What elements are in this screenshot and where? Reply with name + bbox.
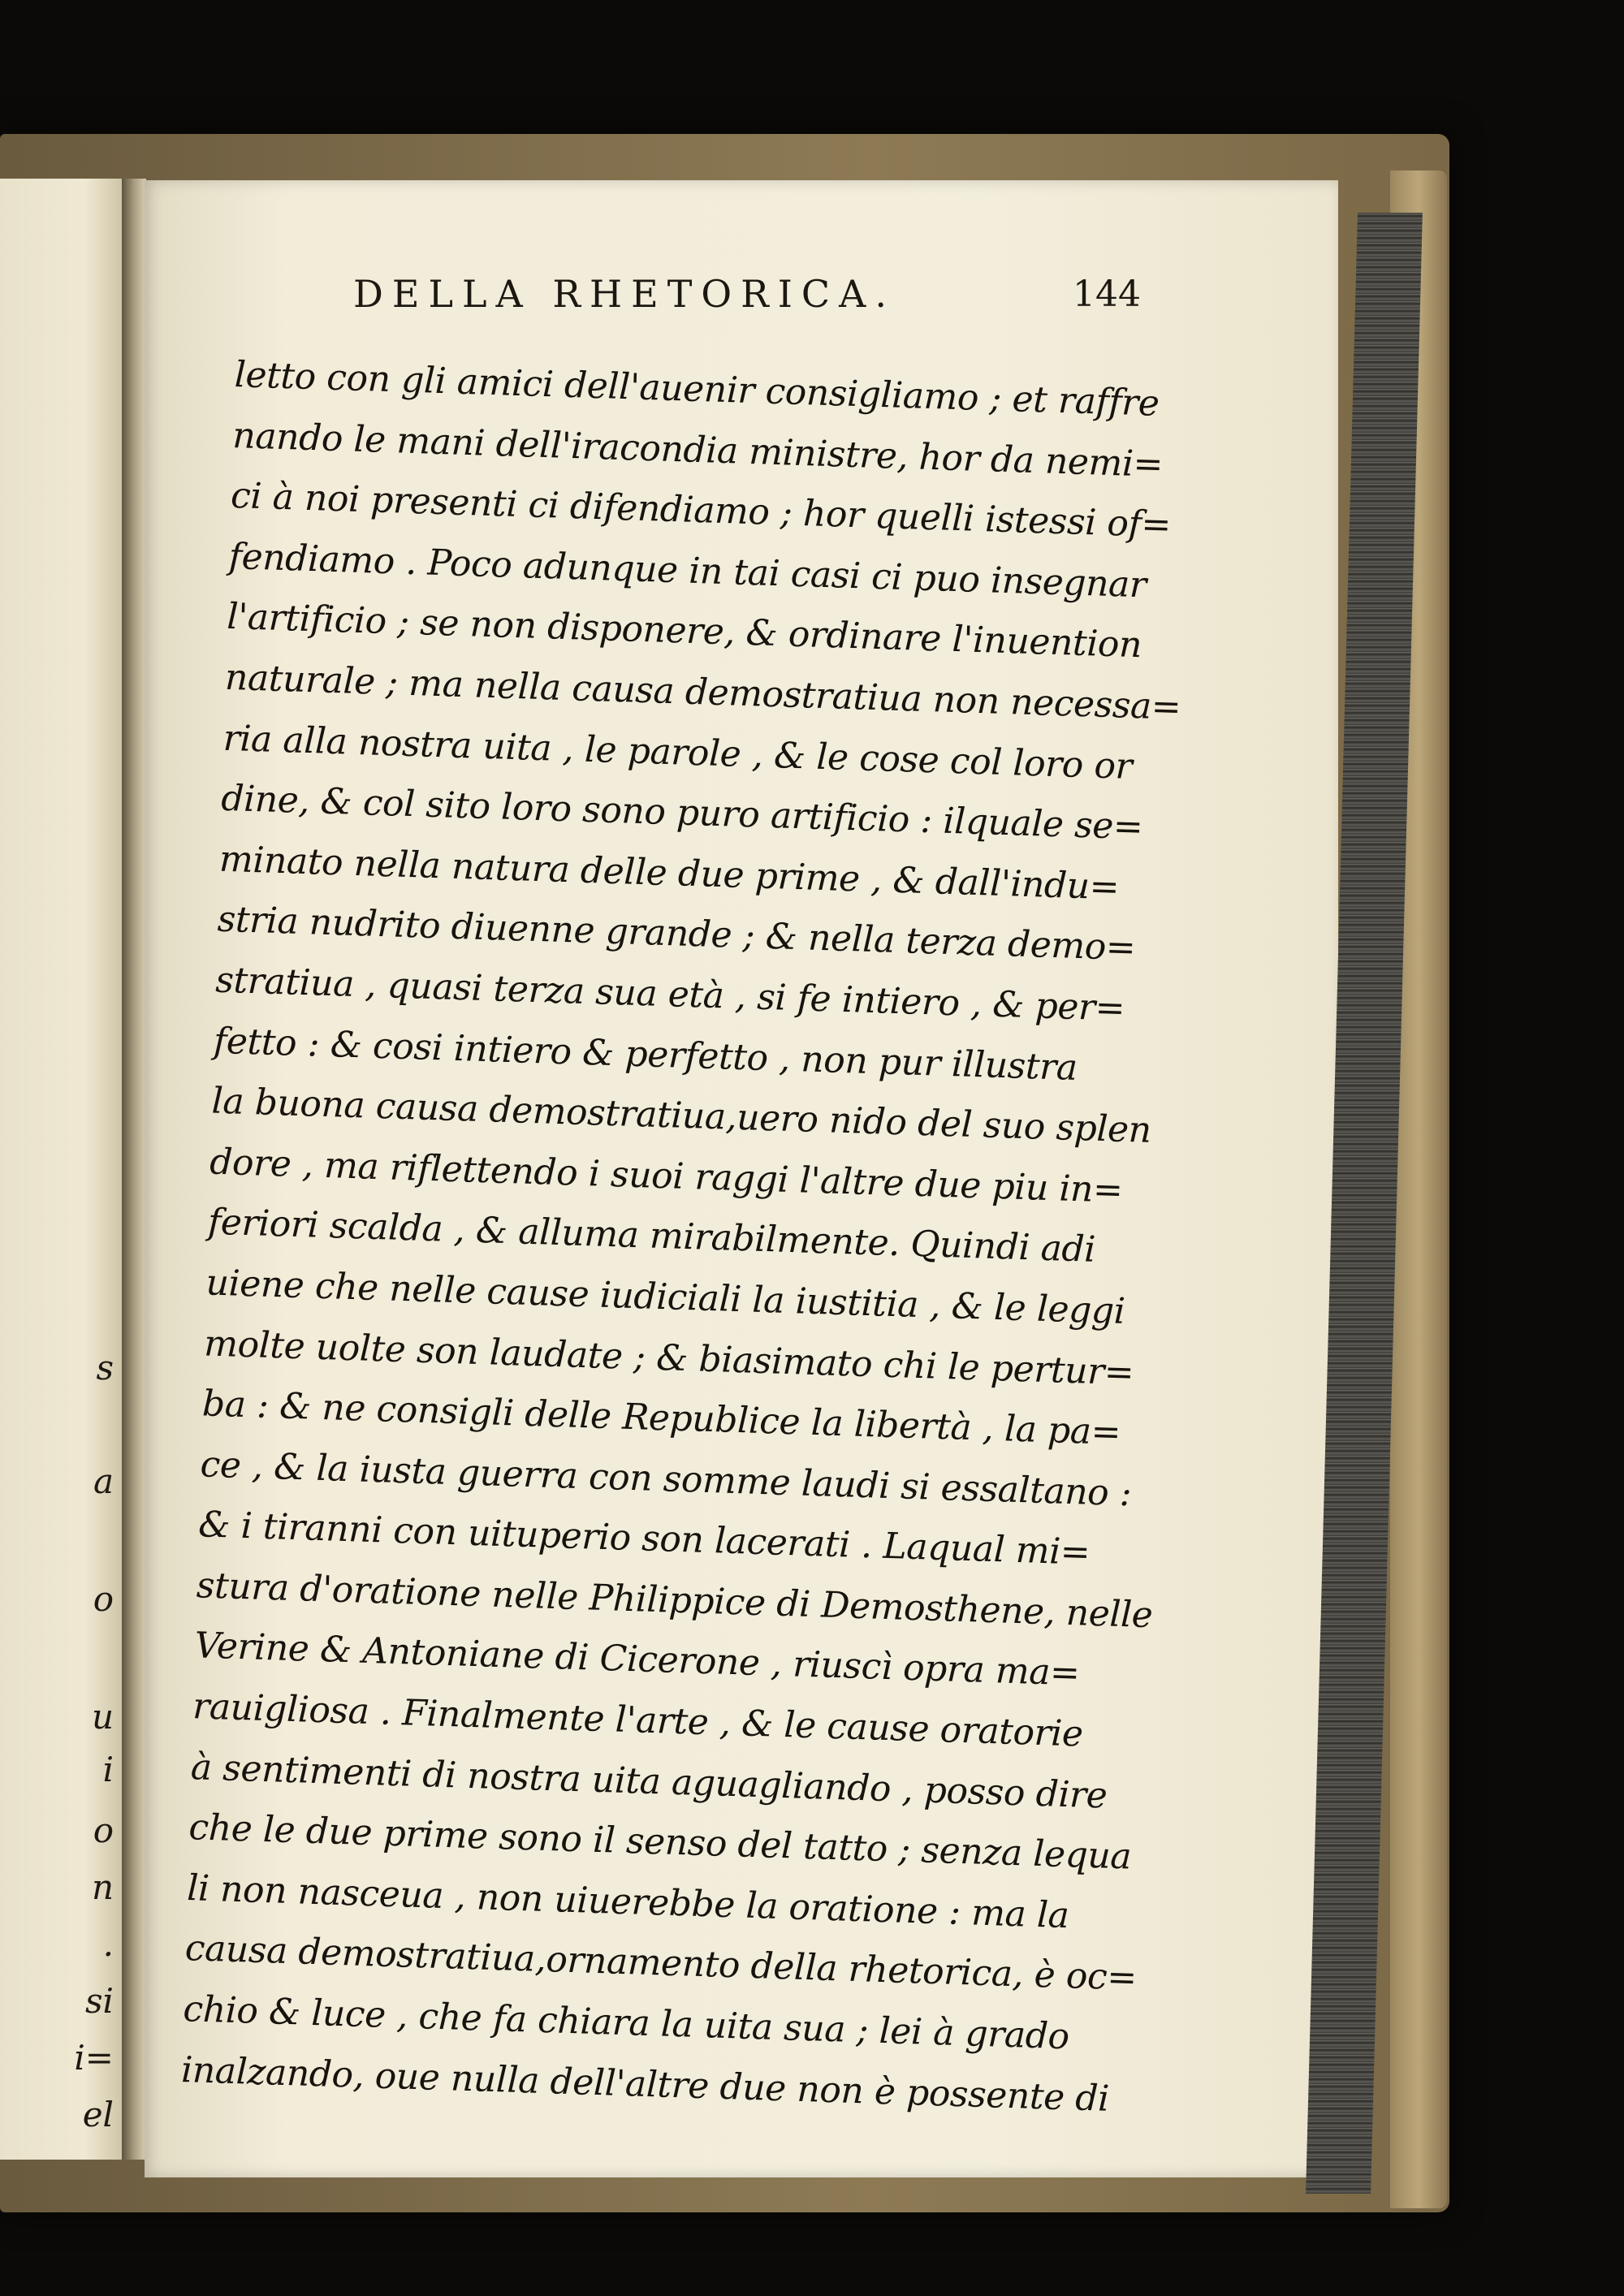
facing-page-fragment: s xyxy=(96,1348,114,1388)
text-line: à sentimenti di nostra uita aguagliando , posso dire xyxy=(190,1746,1108,1817)
body-text xyxy=(180,345,1182,2129)
text-line: l'artificio ; se non disponere, & ordinare l'inuention xyxy=(226,596,1142,667)
text-line: Verine & Antoniane di Cicerone , riuscì opra ma= xyxy=(193,1625,1081,1694)
facing-page-fragment: u xyxy=(91,1697,114,1737)
text-line: ci à noi presenti ci difendiamo ; hor quelli istessi of= xyxy=(230,475,1172,546)
text-line: fendiamo . Poco adunque in tai casi ci puo insegnar xyxy=(228,535,1147,606)
text-line: minato nella natura delle due prime , & dall'indu= xyxy=(218,838,1120,908)
book-gutter xyxy=(122,179,146,2160)
facing-page-fragment: i= xyxy=(74,2038,114,2078)
text-line: li non nasceua , non uiuerebbe la oratione : ma la xyxy=(186,1867,1070,1937)
text-line: feriori scalda , & alluma mirabilmente. Quindi adi xyxy=(207,1201,1096,1271)
facing-page-fragment: o xyxy=(93,1810,114,1850)
text-line: dore , ma riflettendo i suoi raggi l'altre due piu in= xyxy=(209,1141,1124,1211)
text-line: molte uolte son laudate ; & biasimato chi le pertur= xyxy=(203,1322,1135,1393)
text-line: naturale ; ma nella causa demostratiua non necessa= xyxy=(224,656,1182,728)
facing-page-fragment: . xyxy=(102,1924,114,1964)
text-line: letto con gli amici dell'auenir consigliamo ; et raffre xyxy=(234,353,1160,425)
text-line: che le due prime sono il senso del tatto ; senza lequa xyxy=(188,1806,1132,1878)
facing-page-fragment: o xyxy=(93,1579,114,1619)
text-line: stria nudrito diuenne grande ; & nella terza demo= xyxy=(216,899,1137,969)
running-title: DELLA RHETORICA. xyxy=(353,272,896,316)
text-line: fetto : & cosi intiero & perfetto , non pur illustra xyxy=(213,1020,1078,1089)
text-line: rauigliosa . Finalmente l'arte , & le cause oratorie xyxy=(192,1685,1084,1755)
text-line: stura d'oratione nelle Philippice di Demosthene, nelle xyxy=(196,1564,1154,1637)
text-line: chio & luce , che fa chiara la uita sua ; lei à grado xyxy=(182,1988,1070,2058)
text-line: la buona causa demostratiua,uero nido del suo splen xyxy=(210,1080,1152,1152)
text-line: inalzando, oue nulla dell'altre due non è possente di xyxy=(180,2048,1110,2120)
facing-page-fragment: i xyxy=(102,1750,114,1789)
text-line: uiene che nelle cause iudiciali la iustitia , & le leggi xyxy=(205,1262,1126,1332)
facing-page-fragment: n xyxy=(91,1867,114,1907)
page-header xyxy=(353,272,1141,321)
text-line: dine, & col sito loro sono puro artificio : ilquale se= xyxy=(220,777,1144,848)
text-line: & i tiranni con uituperio son lacerati . Laqual mi= xyxy=(197,1504,1091,1574)
text-line: ria alla nostra uita , le parole , & le cose col loro or xyxy=(222,717,1134,788)
text-line: ba : & ne consigli delle Republice la libertà , la pa= xyxy=(201,1383,1121,1453)
text-line: nando le mani dell'iracondia ministre, hor da nemi= xyxy=(231,414,1164,486)
text-line: stratiua , quasi terza sua età , si fe intiero , & per= xyxy=(214,959,1125,1029)
facing-page-fragment: el xyxy=(82,2095,114,2134)
facing-page-fragment: si xyxy=(85,1981,114,2021)
text-line: ce , & la iusta guerra con somme laudi si essaltano : xyxy=(199,1444,1133,1515)
page-number: 144 xyxy=(1073,274,1141,315)
facing-page xyxy=(0,179,125,2160)
text-line: causa demostratiua,ornamento della rhetorica, è oc= xyxy=(184,1927,1138,2000)
facing-page-fragment: a xyxy=(93,1461,114,1501)
